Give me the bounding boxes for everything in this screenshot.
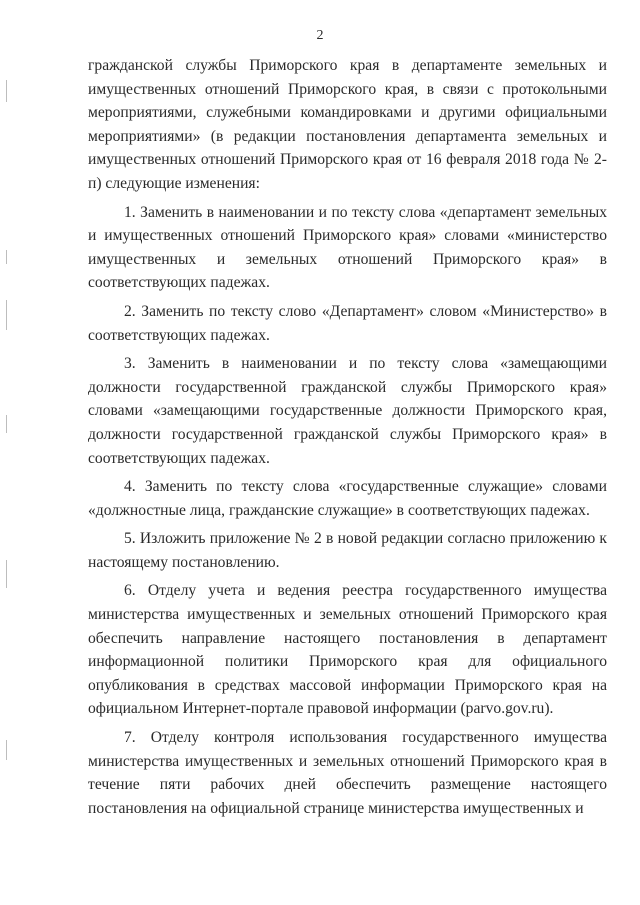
paragraph-item-4: 4. Заменить по тексту слова «государственные служащие» словами «должностные лица, гражданские служащие» в соответствующих падежах. xyxy=(88,478,607,519)
scan-edge-mark xyxy=(6,250,7,264)
paragraph-item-6: 6. Отделу учета и ведения реестра государственного имущества министерства имущественных и земельных отношений Приморского края обеспечить направление настоящего постановления в департамент информационной политики Приморского края для официального опубликования в средствах массовой информации Приморского края на официальном Интернет-портале правовой информации (parvo.gov.ru). xyxy=(88,582,607,718)
paragraph-item-3: 3. Заменить в наименовании и по тексту слова «замещающими должности государственной гражданской службы Приморского края» словами «замещающими государственные должности Приморского края, должности государственной гражданской службы Приморского края» в соответствующих падежах. xyxy=(88,355,607,467)
page-number: 2 xyxy=(316,28,324,43)
paragraph-item-1: 1. Заменить в наименовании и по тексту слова «департамент земельных и имущественных отношений Приморского края» словами «министерство имущественных и земельных отношений Приморского края» в соответствующих падежах. xyxy=(88,203,607,292)
scan-edge-mark xyxy=(6,80,7,102)
scan-edge-mark xyxy=(6,740,7,760)
paragraph-continuation: гражданской службы Приморского края в департаменте земельных и имущественных отношений Приморского края, в связи с протокольными мероприятиями, служебными командировками и другими официальными мероприятиями» (в редакции постановления департамента земельных и имущественных отношений Приморского края от 16 февраля 2018 года № 2-п) следующие изменения: xyxy=(88,57,607,192)
paragraph-item-2: 2. Заменить по тексту слово «Департамент» словом «Министерство» в соответствующих падежах. xyxy=(88,302,607,344)
paragraph-item-5: 5. Изложить приложение № 2 в новой редакции согласно приложению к настоящему постановлению. xyxy=(88,530,607,571)
document-body xyxy=(88,54,607,820)
scan-edge-mark xyxy=(6,300,7,330)
scan-edge-mark xyxy=(6,415,7,433)
paragraph-item-7: 7. Отделу контроля использования государственного имущества министерства имущественных и земельных отношений Приморского края в течение пяти рабочих дней обеспечить размещение настоящего постановления на официальной странице министерства имущественных и xyxy=(88,729,607,817)
scan-edge-mark xyxy=(6,560,7,588)
